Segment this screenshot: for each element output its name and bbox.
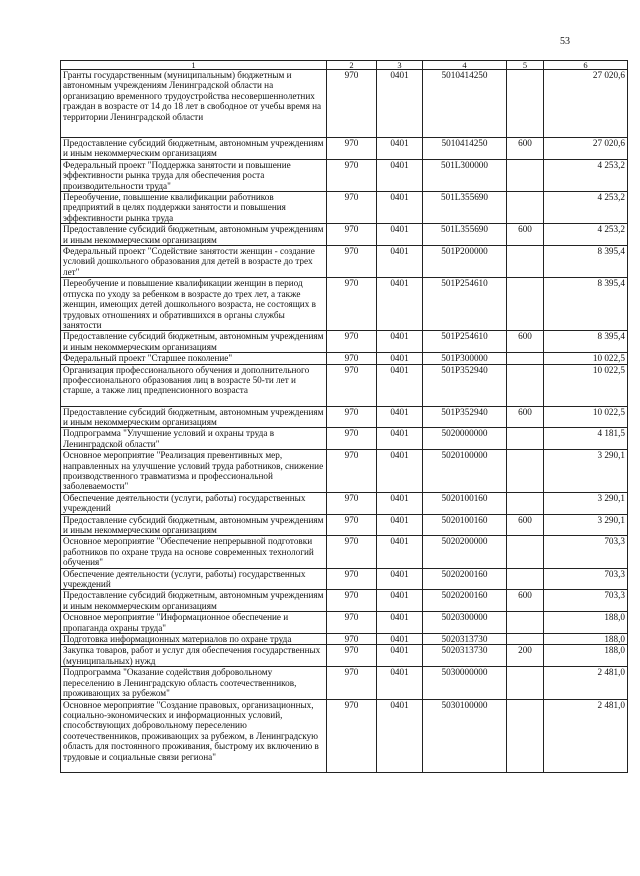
table-row [61, 568, 628, 590]
section-code-cell: 0401 [377, 246, 423, 278]
section-code-cell: 0401 [377, 224, 423, 246]
section-code-cell: 0401 [377, 450, 423, 493]
target-article-cell: 5020100160 [423, 492, 507, 514]
target-article-cell: 5020313730 [423, 634, 507, 645]
table-row [61, 192, 628, 224]
ministry-code-cell: 970 [327, 450, 377, 493]
item-name-cell: Организация профессионального обучения и дополнительного профессионального образования лиц в возрасте 50-ти лет и старше, а также лиц предпенсионного возраста [61, 364, 327, 406]
target-article-cell: 501P200000 [423, 246, 507, 278]
item-name-cell: Основное мероприятие "Реализация превентивных мер, направленных на улучшение условий труда работников, снижение производственного травматизма и профессиональной заболеваемости" [61, 450, 327, 493]
table-row [61, 634, 628, 645]
amount-cell: 8 395,4 [544, 246, 628, 278]
amount-cell: 4 253,2 [544, 192, 628, 224]
ministry-code-cell: 970 [327, 568, 377, 590]
expense-type-cell: 600 [507, 590, 544, 612]
item-name-cell: Федеральный проект "Поддержка занятости и повышение эффективности рынка труда для обеспечения роста производительности труда" [61, 159, 327, 191]
item-name-cell: Подготовка информационных материалов по охране труда [61, 634, 327, 645]
column-header: 3 [377, 61, 423, 70]
budget-table [60, 60, 628, 773]
amount-cell: 188,0 [544, 612, 628, 634]
expense-type-cell [507, 70, 544, 138]
ministry-code-cell: 970 [327, 246, 377, 278]
section-code-cell: 0401 [377, 331, 423, 353]
amount-cell: 2 481,0 [544, 667, 628, 699]
expense-type-cell [507, 353, 544, 364]
item-name-cell: Основное мероприятие "Обеспечение непрерывной подготовки работников по охране труда на основе современных технологий обучения" [61, 536, 327, 568]
item-name-cell: Предоставление субсидий бюджетным, автономным учреждениям и иным некоммерческим организациям [61, 138, 327, 160]
target-article-cell: 501L355690 [423, 224, 507, 246]
item-name-cell: Переобучение, повышение квалификации работников предприятий в целях поддержки занятости и повышения эффективности рынка труда [61, 192, 327, 224]
table-row [61, 70, 628, 138]
expense-type-cell [507, 634, 544, 645]
target-article-cell: 5020200160 [423, 590, 507, 612]
target-article-cell: 5030100000 [423, 699, 507, 772]
amount-cell: 4 253,2 [544, 159, 628, 191]
table-row [61, 590, 628, 612]
page-number: 53 [560, 36, 570, 47]
section-code-cell: 0401 [377, 364, 423, 406]
table-row [61, 331, 628, 353]
amount-cell: 188,0 [544, 645, 628, 667]
ministry-code-cell: 970 [327, 331, 377, 353]
table-row [61, 492, 628, 514]
amount-cell: 27 020,6 [544, 70, 628, 138]
section-code-cell: 0401 [377, 353, 423, 364]
target-article-cell: 501L355690 [423, 192, 507, 224]
amount-cell: 27 020,6 [544, 138, 628, 160]
table-row [61, 450, 628, 493]
expense-type-cell: 600 [507, 331, 544, 353]
amount-cell: 3 290,1 [544, 450, 628, 493]
table-row [61, 612, 628, 634]
item-name-cell: Гранты государственным (муниципальным) бюджетным и автономным учреждениям Ленинградской области на организацию временного трудоустройства несовершеннолетних граждан в возрасте от 14 до 18 лет в свободное от учебы время на территории Ленинградской области [61, 70, 327, 138]
target-article-cell: 5030000000 [423, 667, 507, 699]
amount-cell: 8 395,4 [544, 278, 628, 331]
table-row [61, 224, 628, 246]
expense-type-cell: 200 [507, 645, 544, 667]
target-article-cell: 501P254610 [423, 278, 507, 331]
ministry-code-cell: 970 [327, 645, 377, 667]
table-header-row [61, 61, 628, 70]
section-code-cell: 0401 [377, 70, 423, 138]
table-row [61, 353, 628, 364]
item-name-cell: Предоставление субсидий бюджетным, автономным учреждениям и иным некоммерческим организациям [61, 224, 327, 246]
expense-type-cell: 600 [507, 514, 544, 536]
item-name-cell: Подпрограмма "Улучшение условий и охраны труда в Ленинградской области" [61, 428, 327, 450]
expense-type-cell [507, 492, 544, 514]
target-article-cell: 5020300000 [423, 612, 507, 634]
ministry-code-cell: 970 [327, 590, 377, 612]
section-code-cell: 0401 [377, 536, 423, 568]
item-name-cell: Предоставление субсидий бюджетным, автономным учреждениям и иным некоммерческим организациям [61, 514, 327, 536]
target-article-cell: 501P352940 [423, 406, 507, 428]
item-name-cell: Федеральный проект "Старшее поколение" [61, 353, 327, 364]
table-row [61, 536, 628, 568]
target-article-cell: 5020200160 [423, 568, 507, 590]
expense-type-cell: 600 [507, 406, 544, 428]
table-row [61, 138, 628, 160]
ministry-code-cell: 970 [327, 634, 377, 645]
target-article-cell: 5020313730 [423, 645, 507, 667]
expense-type-cell [507, 278, 544, 331]
amount-cell: 10 022,5 [544, 406, 628, 428]
section-code-cell: 0401 [377, 278, 423, 331]
ministry-code-cell: 970 [327, 159, 377, 191]
item-name-cell: Обеспечение деятельности (услуги, работы) государственных учреждений [61, 568, 327, 590]
table-row [61, 159, 628, 191]
amount-cell: 8 395,4 [544, 331, 628, 353]
amount-cell: 10 022,5 [544, 364, 628, 406]
item-name-cell: Подпрограмма "Оказание содействия добровольному переселению в Ленинградскую область соотечественников, проживающих за рубежом" [61, 667, 327, 699]
section-code-cell: 0401 [377, 667, 423, 699]
expense-type-cell [507, 192, 544, 224]
amount-cell: 703,3 [544, 536, 628, 568]
target-article-cell: 5010414250 [423, 138, 507, 160]
ministry-code-cell: 970 [327, 70, 377, 138]
amount-cell: 4 253,2 [544, 224, 628, 246]
expense-type-cell [507, 246, 544, 278]
amount-cell: 3 290,1 [544, 514, 628, 536]
ministry-code-cell: 970 [327, 406, 377, 428]
section-code-cell: 0401 [377, 192, 423, 224]
item-name-cell: Предоставление субсидий бюджетным, автономным учреждениям и иным некоммерческим организациям [61, 590, 327, 612]
column-header: 1 [61, 61, 327, 70]
table-row [61, 699, 628, 772]
target-article-cell: 5020000000 [423, 428, 507, 450]
section-code-cell: 0401 [377, 159, 423, 191]
target-article-cell: 501P352940 [423, 364, 507, 406]
ministry-code-cell: 970 [327, 514, 377, 536]
expense-type-cell [507, 699, 544, 772]
ministry-code-cell: 970 [327, 667, 377, 699]
section-code-cell: 0401 [377, 590, 423, 612]
expense-type-cell [507, 364, 544, 406]
column-header: 6 [544, 61, 628, 70]
expense-type-cell [507, 450, 544, 493]
table-row [61, 246, 628, 278]
section-code-cell: 0401 [377, 645, 423, 667]
expense-type-cell [507, 159, 544, 191]
expense-type-cell: 600 [507, 138, 544, 160]
ministry-code-cell: 970 [327, 492, 377, 514]
amount-cell: 703,3 [544, 568, 628, 590]
item-name-cell: Обеспечение деятельности (услуги, работы) государственных учреждений [61, 492, 327, 514]
item-name-cell: Основное мероприятие "Создание правовых, организационных, социально-экономических и информационных условий, способствующих добровольному переселению соотечественников, проживающих за рубежом, в Ленинградскую область для постоянного проживания, быстрому их включению в трудовые и социальные связи региона" [61, 699, 327, 772]
target-article-cell: 501P300000 [423, 353, 507, 364]
expense-type-cell [507, 428, 544, 450]
section-code-cell: 0401 [377, 138, 423, 160]
target-article-cell: 5020100000 [423, 450, 507, 493]
expense-type-cell [507, 667, 544, 699]
section-code-cell: 0401 [377, 428, 423, 450]
item-name-cell: Переобучение и повышение квалификации женщин в период отпуска по уходу за ребенком в возрасте до трех лет, а также женщин, имеющих детей дошкольного возраста, не состоящих в трудовых отношениях и обратившихся в органы службы занятости [61, 278, 327, 331]
ministry-code-cell: 970 [327, 353, 377, 364]
table-row [61, 364, 628, 406]
expense-type-cell [507, 568, 544, 590]
table-row [61, 514, 628, 536]
target-article-cell: 501L300000 [423, 159, 507, 191]
amount-cell: 2 481,0 [544, 699, 628, 772]
target-article-cell: 5020200000 [423, 536, 507, 568]
table-row [61, 645, 628, 667]
ministry-code-cell: 970 [327, 428, 377, 450]
section-code-cell: 0401 [377, 612, 423, 634]
expense-type-cell [507, 612, 544, 634]
target-article-cell: 5020100160 [423, 514, 507, 536]
table-row [61, 667, 628, 699]
amount-cell: 4 181,5 [544, 428, 628, 450]
item-name-cell: Предоставление субсидий бюджетным, автономным учреждениям и иным некоммерческим организациям [61, 406, 327, 428]
ministry-code-cell: 970 [327, 364, 377, 406]
section-code-cell: 0401 [377, 699, 423, 772]
ministry-code-cell: 970 [327, 138, 377, 160]
section-code-cell: 0401 [377, 514, 423, 536]
item-name-cell: Федеральный проект "Содействие занятости женщин - создание условий дошкольного образования для детей в возрасте до трех лет" [61, 246, 327, 278]
table-row [61, 428, 628, 450]
ministry-code-cell: 970 [327, 224, 377, 246]
item-name-cell: Закупка товаров, работ и услуг для обеспечения государственных (муниципальных) нужд [61, 645, 327, 667]
target-article-cell: 501P254610 [423, 331, 507, 353]
ministry-code-cell: 970 [327, 536, 377, 568]
expense-type-cell: 600 [507, 224, 544, 246]
item-name-cell: Предоставление субсидий бюджетным, автономным учреждениям и иным некоммерческим организациям [61, 331, 327, 353]
table-row [61, 406, 628, 428]
ministry-code-cell: 970 [327, 278, 377, 331]
column-header: 4 [423, 61, 507, 70]
item-name-cell: Основное мероприятие "Информационное обеспечение и пропаганда охраны труда" [61, 612, 327, 634]
amount-cell: 10 022,5 [544, 353, 628, 364]
section-code-cell: 0401 [377, 568, 423, 590]
column-header: 5 [507, 61, 544, 70]
ministry-code-cell: 970 [327, 192, 377, 224]
section-code-cell: 0401 [377, 406, 423, 428]
section-code-cell: 0401 [377, 634, 423, 645]
amount-cell: 3 290,1 [544, 492, 628, 514]
amount-cell: 188,0 [544, 634, 628, 645]
amount-cell: 703,3 [544, 590, 628, 612]
ministry-code-cell: 970 [327, 612, 377, 634]
column-header: 2 [327, 61, 377, 70]
section-code-cell: 0401 [377, 492, 423, 514]
target-article-cell: 5010414250 [423, 70, 507, 138]
expense-type-cell [507, 536, 544, 568]
ministry-code-cell: 970 [327, 699, 377, 772]
table-row [61, 278, 628, 331]
